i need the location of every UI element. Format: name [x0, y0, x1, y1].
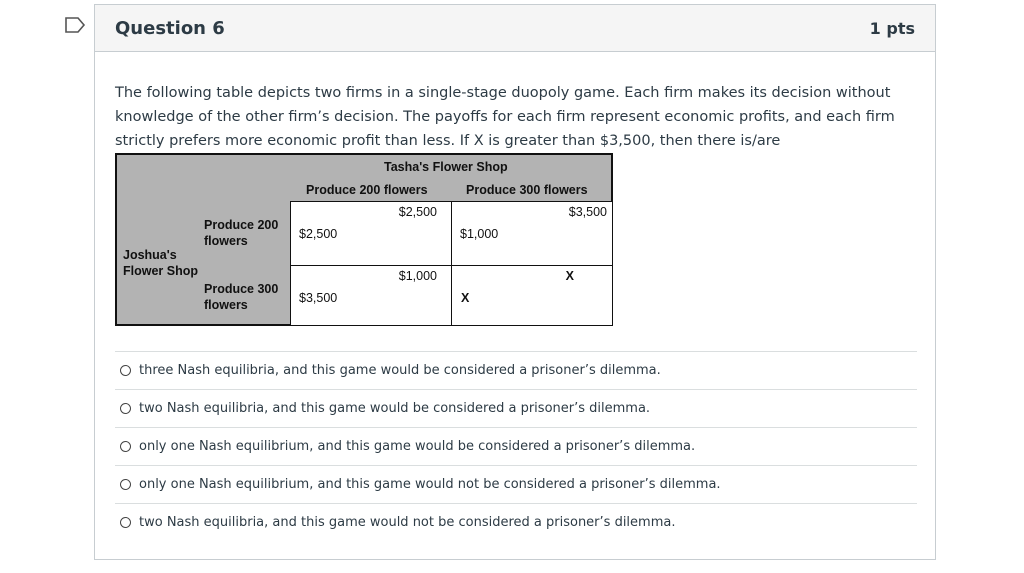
payoff-row-player: X [461, 291, 470, 305]
answer-option-1[interactable] [115, 351, 917, 389]
payoff-cell-r2c2 [451, 265, 613, 326]
answer-option-5[interactable] [115, 503, 917, 541]
payoff-column-player: $2,500 [398, 205, 437, 219]
question-points: 1 pts [869, 18, 915, 38]
payoff-cell-r1c1 [290, 201, 452, 266]
payoff-row-player: $1,000 [460, 227, 499, 241]
payoff-column-player: $3,500 [568, 205, 607, 219]
answer-list [115, 351, 917, 541]
payoff-cell-r2c1 [290, 265, 452, 326]
question-title: Question 6 [115, 17, 225, 39]
row-player-label: Joshua's Flower Shop [123, 248, 198, 278]
radio-button[interactable] [120, 517, 131, 528]
answer-option-label: three Nash equilibria, and this game would be considered a prisoner’s dilemma. [139, 363, 661, 378]
radio-button[interactable] [120, 365, 131, 376]
radio-button[interactable] [120, 479, 131, 490]
payoff-matrix [115, 153, 613, 326]
question-header [95, 5, 935, 52]
question-text: The following table depicts two firms in a single-stage duopoly game. Each firm makes its decision without knowledge of the other firm’s decision. The payoffs for each firm represent economic profits, and each firm strictly prefers more economic profit than less. If X is greater than $3,500, then there is/are [115, 85, 895, 149]
question-card [94, 4, 936, 560]
payoff-row-player: $2,500 [299, 227, 338, 241]
payoff-column-player: X [565, 269, 574, 283]
answer-option-2[interactable] [115, 389, 917, 427]
payoff-column-player: $1,000 [398, 269, 437, 283]
answer-option-label: only one Nash equilibrium, and this game would be considered a prisoner’s dilemma. [139, 439, 696, 454]
answer-option-label: only one Nash equilibrium, and this game would not be considered a prisoner’s dilemma. [139, 477, 721, 492]
row-strategy-2: Produce 300 flowers [204, 282, 279, 312]
answer-option-label: two Nash equilibria, and this game would not be considered a prisoner’s dilemma. [139, 515, 676, 530]
radio-button[interactable] [120, 441, 131, 452]
column-strategy-2: Produce 300 flowers [466, 183, 588, 197]
column-player-label: Tasha's Flower Shop [384, 160, 508, 174]
radio-button[interactable] [120, 403, 131, 414]
answer-option-4[interactable] [115, 465, 917, 503]
flag-question-icon[interactable] [64, 16, 86, 34]
answer-option-3[interactable] [115, 427, 917, 465]
column-strategy-1: Produce 200 flowers [306, 183, 428, 197]
payoff-row-player: $3,500 [299, 291, 338, 305]
answer-option-label: two Nash equilibria, and this game would be considered a prisoner’s dilemma. [139, 401, 651, 416]
payoff-cell-r1c2 [451, 201, 613, 266]
row-strategy-1: Produce 200 flowers [204, 218, 279, 248]
